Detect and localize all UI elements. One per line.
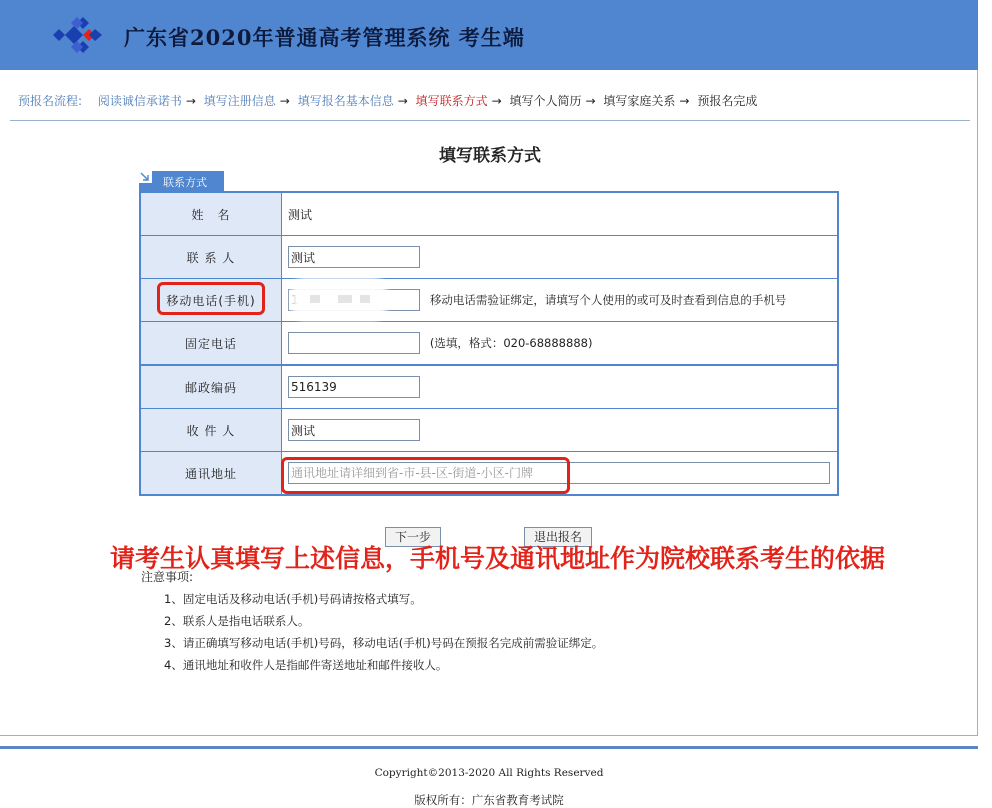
note-item: 2、联系人是指电话联系人。 — [164, 614, 310, 628]
corner-arrow-icon — [139, 171, 152, 183]
next-step-button[interactable]: 下一步 — [385, 527, 441, 547]
landline-cell — [282, 322, 839, 366]
note-item: 1、固定电话及移动电话(手机)号码请按格式填写。 — [164, 592, 422, 606]
postcode-label: 邮政编码 — [140, 365, 282, 409]
footer-copyright: Copyright©2013-2020 All Rights Reserved — [374, 767, 604, 779]
form-row-postcode — [140, 365, 838, 409]
form-row-recipient — [140, 409, 838, 452]
flow-arrow: → — [185, 94, 196, 108]
flow-arrow: → — [279, 94, 290, 108]
recipient-cell — [282, 409, 839, 452]
contact-person-input[interactable] — [288, 246, 420, 268]
address-label: 通讯地址 — [140, 452, 282, 496]
recipient-label: 收 件 人 — [140, 409, 282, 452]
name-label: 姓 名 — [140, 192, 282, 236]
footer-owner: 版权所有：广东省教育考试院 — [414, 793, 564, 807]
flow-arrow: → — [491, 94, 502, 108]
flow-arrow: → — [679, 94, 690, 108]
contact-person-cell — [282, 236, 839, 279]
notes-list — [164, 591, 603, 679]
form-title: 填写联系方式 — [439, 146, 541, 166]
postcode-cell — [282, 365, 839, 409]
flow-step-5: 填写个人简历 — [509, 94, 582, 108]
note-item: 4、通讯地址和收件人是指邮件寄送地址和邮件接收人。 — [164, 658, 448, 672]
red-annotation-text: 请考生认真填写上述信息，手机号及通讯地址作为院校联系考生的依据 — [110, 544, 886, 573]
app-title: 广东省2020年普通高考管理系统 考生端 — [124, 25, 525, 50]
mobile-label: 移动电话(手机) — [140, 279, 282, 322]
flow-label: 预报名流程: — [18, 94, 83, 108]
divider — [10, 120, 970, 121]
flow-step-1: 阅读诚信承诺书 — [97, 94, 182, 108]
landline-hint: (选填，格式：020-68888888) — [429, 336, 593, 350]
flow-step-7: 预报名完成 — [697, 94, 758, 108]
form-row-landline — [140, 322, 838, 366]
flow-step-3: 填写报名基本信息 — [297, 94, 394, 108]
landline-input[interactable] — [288, 332, 420, 354]
flow-step-current: 填写联系方式 — [415, 94, 488, 108]
postcode-input[interactable] — [288, 376, 420, 398]
flow-arrow: → — [397, 94, 408, 108]
form-row-name — [140, 192, 838, 236]
name-value: 测试 — [282, 192, 839, 236]
section-tab-label: 联系方式 — [163, 176, 207, 189]
exit-registration-button[interactable]: 退出报名 — [524, 527, 592, 547]
registration-flow-breadcrumb — [18, 92, 757, 108]
contact-person-label: 联 系 人 — [140, 236, 282, 279]
section-tab-contact — [139, 171, 224, 191]
address-highlight-box — [281, 457, 570, 494]
flow-arrow: → — [585, 94, 596, 108]
mobile-highlight-box — [157, 282, 265, 315]
flow-step-6: 填写家庭关系 — [603, 94, 676, 108]
privacy-blur — [296, 282, 382, 316]
contact-form-table — [139, 191, 839, 496]
mobile-hint: 移动电话需验证绑定，请填写个人使用的或可及时查看到信息的手机号 — [429, 293, 787, 307]
form-row-contact — [140, 236, 838, 279]
recipient-input[interactable] — [288, 419, 420, 441]
diamond-cluster-icon — [52, 17, 102, 53]
note-item: 3、请正确填写移动电话(手机)号码，移动电话(手机)号码在预报名完成前需验证绑定。 — [164, 636, 604, 650]
landline-label: 固定电话 — [140, 322, 282, 366]
notes-title: 注意事项: — [141, 570, 194, 584]
footer-divider — [0, 746, 978, 749]
header-banner — [0, 0, 978, 70]
flow-step-2: 填写注册信息 — [203, 94, 276, 108]
